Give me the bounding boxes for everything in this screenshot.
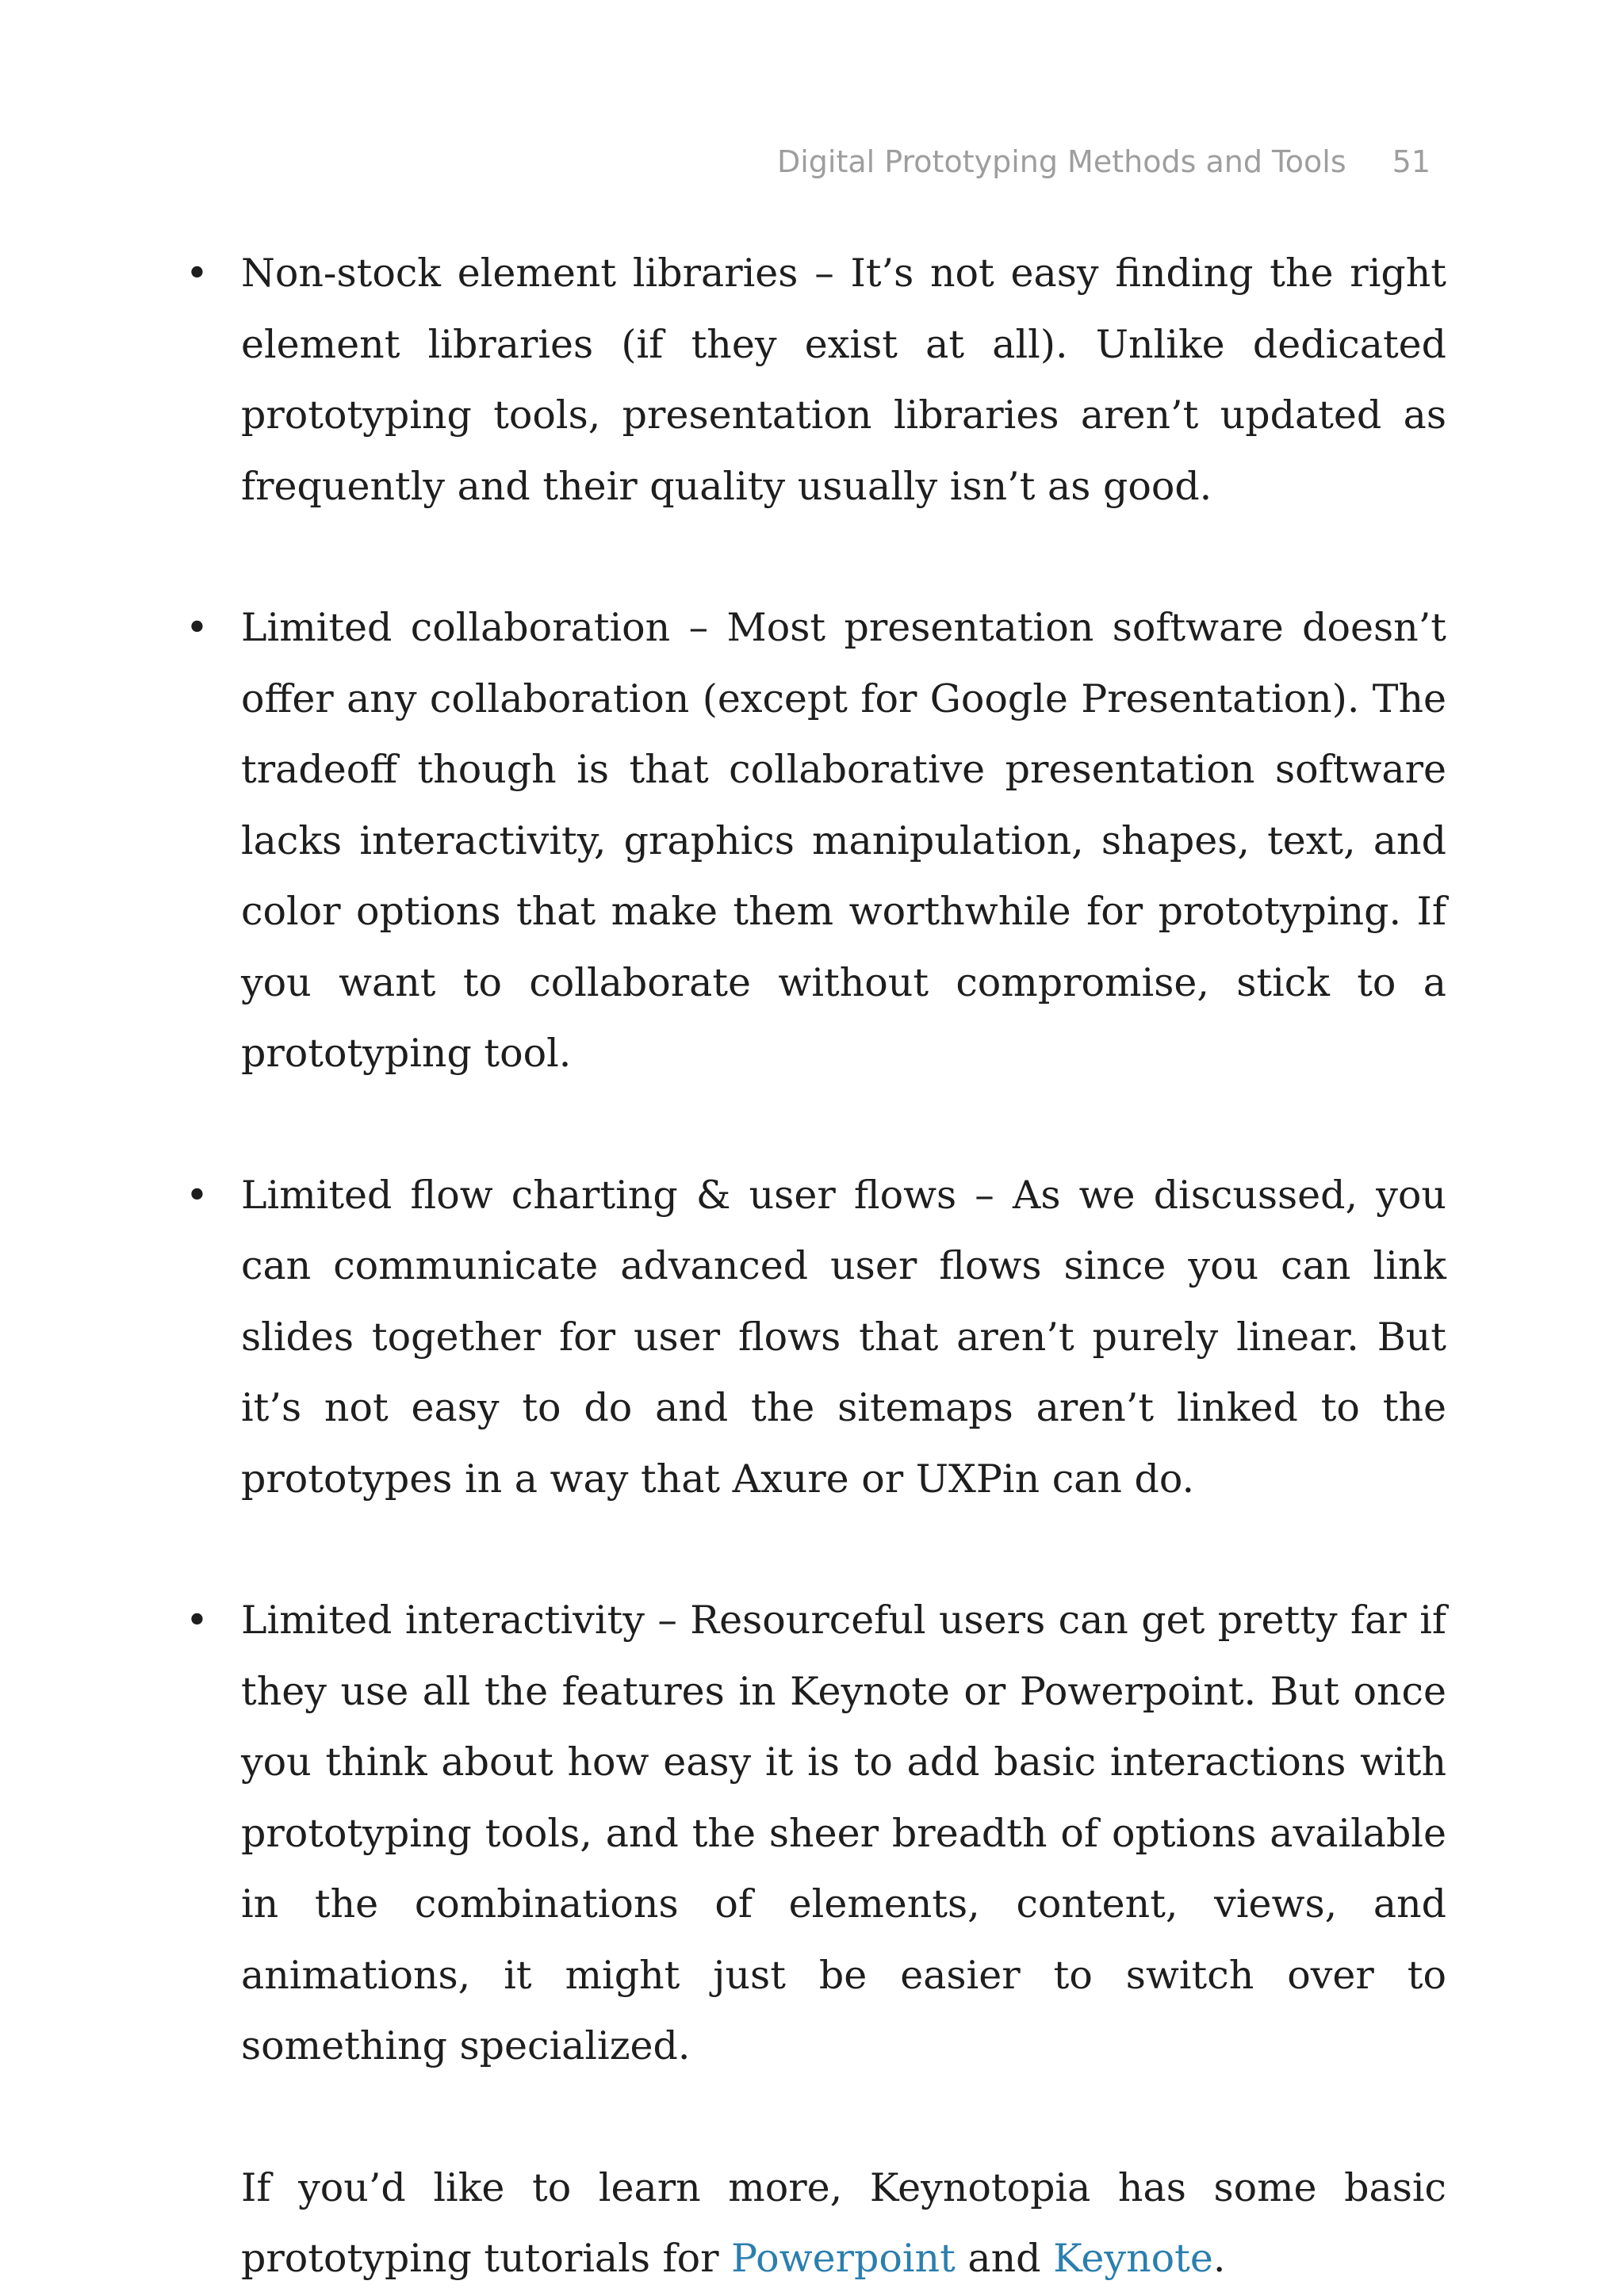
closing-text-before: If you’d like to learn more, Keynotopia has some basic prototyping tutorials for: [241, 2164, 1446, 2281]
page-number: 51: [1392, 144, 1431, 179]
running-header: [777, 144, 1431, 179]
closing-paragraph: [241, 2152, 1446, 2294]
page-body: [241, 238, 1446, 2294]
powerpoint-link[interactable]: Powerpoint: [731, 2236, 956, 2281]
bullet-item-non-stock-libraries: • Non-stock element libraries – It’s not easy finding the right element libraries (if they exist at all). Unlike dedicated prototyping tools, presentation libraries aren’t updated as frequently and their quality usually isn’t as good.: [241, 238, 1446, 522]
closing-text-after: .: [1212, 2236, 1226, 2281]
bullet-item-limited-collaboration: • Limited collaboration – Most presentation software doesn’t offer any collaboration (except for Google Presentation). The tradeoff though is that collaborative presentation software lacks interactivity, graphics manipulation, shapes, text, and color options that make them worthwhile for prototyping. If you want to collaborate without compromise, stick to a prototyping tool.: [241, 592, 1446, 1089]
bullet-item-limited-flow-charting: • Limited flow charting & user flows – As we discussed, you can communicate advanced user flows since you can link slides together for user flows that aren’t purely linear. But it’s not easy to do and the sitemaps aren’t linked to the prototypes in a way that Axure or UXPin can do.: [241, 1160, 1446, 1515]
closing-text-between: and: [955, 2236, 1054, 2281]
bullet-item-limited-interactivity: • Limited interactivity – Resourceful users can get pretty far if they use all the features in Keynote or Powerpoint. But once you think about how easy it is to add basic interactions with prototyping tools, and the sheer breadth of options available in the combinations of elements, content, views, and animations, it might just be easier to switch over to something specialized.: [241, 1585, 1446, 2082]
keynote-link[interactable]: Keynote: [1053, 2236, 1213, 2281]
chapter-title: Digital Prototyping Methods and Tools: [776, 144, 1346, 179]
